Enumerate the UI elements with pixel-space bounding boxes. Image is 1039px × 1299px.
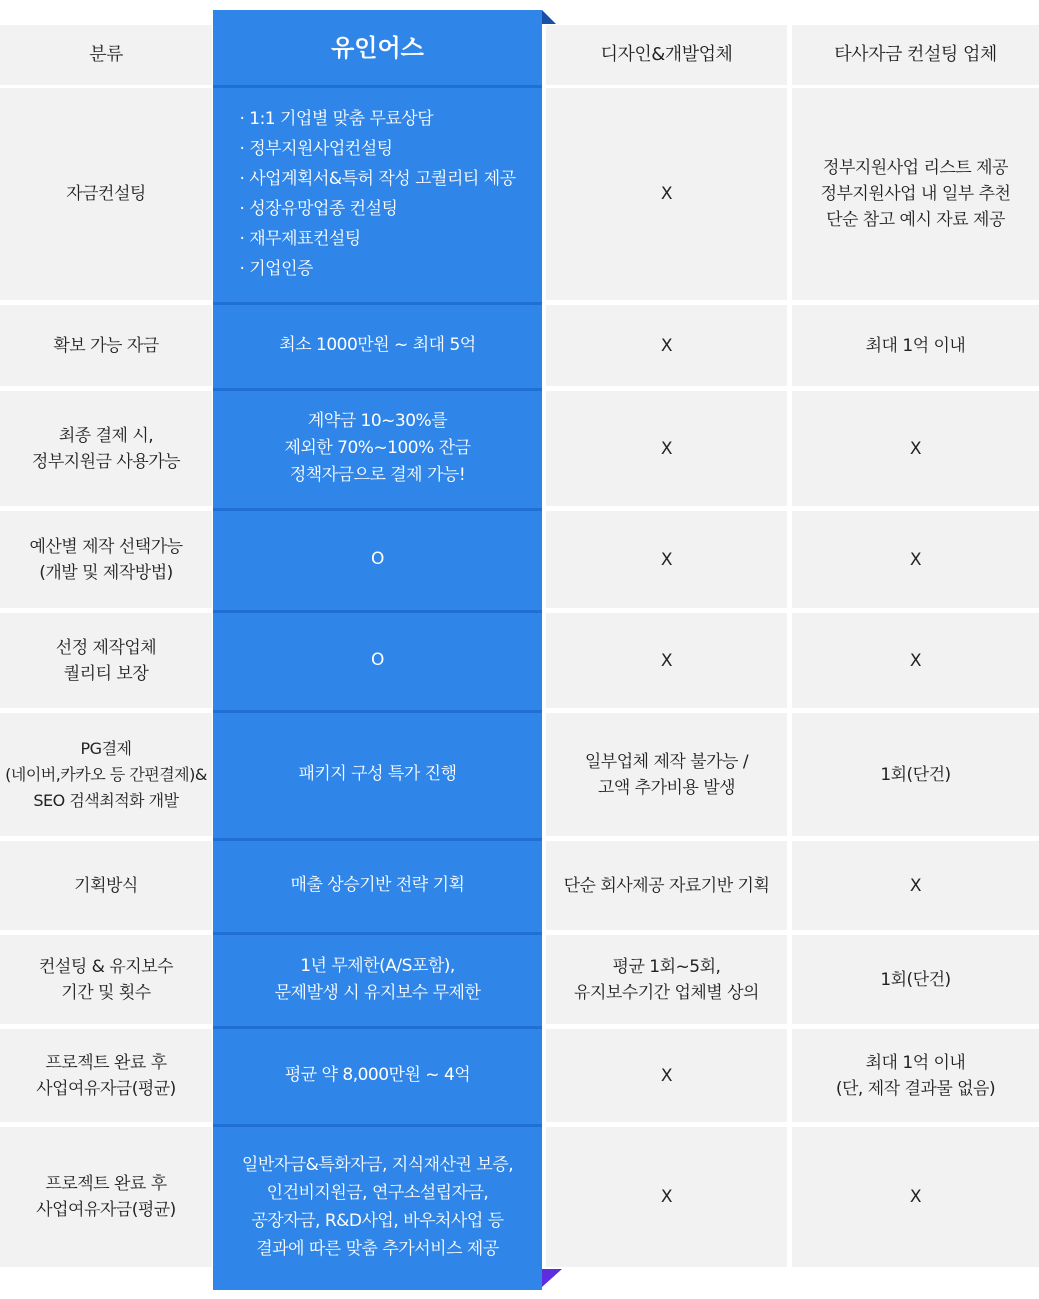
ribbon-fold-bottom <box>542 1269 562 1287</box>
row-8-design-dev: 평균 1회~5회, 유지보수기간 업체별 상의 <box>546 935 787 1024</box>
row-1-design-dev: X <box>546 88 787 300</box>
row-4-brand: O <box>371 549 384 569</box>
list-item: · 1:1 기업별 맞춤 무료상담 <box>239 104 515 134</box>
row-10-brand: 일반자금&특화자금, 지식재산권 보증, 인건비지원금, 연구소설립자금, 공장자금, R&D사업, 바우처사업 등 결과에 따른 맞춤 추가서비스 제공 <box>241 1155 514 1259</box>
row-2-other: 최대 1억 이내 <box>792 305 1039 386</box>
row-4-other: X <box>792 511 1039 608</box>
row-7-design-dev: 단순 회사제공 자료기반 기획 <box>546 841 787 930</box>
header-other-consulting: 타사자금 컨설팅 업체 <box>792 25 1039 85</box>
row-6-category: PG결제 (네이버,카카오 등 간편결제)& SEO 검색최적화 개발 <box>0 713 212 836</box>
row-10-other: X <box>792 1127 1039 1267</box>
row-10-category: 프로젝트 완료 후 사업여유자금(평균) <box>0 1127 212 1267</box>
ribbon-fold-top <box>542 10 556 24</box>
row-9-design-dev: X <box>546 1029 787 1122</box>
row-5-category: 선정 제작업체 퀄리티 보장 <box>0 613 212 708</box>
row-7-category: 기획방식 <box>0 841 212 930</box>
list-item: · 성장유망업종 컨설팅 <box>239 194 515 224</box>
row-8-category: 컨설팅 & 유지보수 기간 및 횟수 <box>0 935 212 1024</box>
row-8-other: 1회(단건) <box>792 935 1039 1024</box>
row-6-design-dev: 일부업체 제작 불가능 / 고액 추가비용 발생 <box>546 713 787 836</box>
row-2-brand: 최소 1000만원 ~ 최대 5억 <box>279 335 476 355</box>
row-3-category: 최종 결제 시, 정부지원금 사용가능 <box>0 391 212 506</box>
row-2-design-dev: X <box>546 305 787 386</box>
row-4-category: 예산별 제작 선택가능 (개발 및 제작방법) <box>0 511 212 608</box>
row-3-brand: 계약금 10~30%를 제외한 70%~100% 잔금 정책자금으로 결제 가능! <box>284 411 471 485</box>
row-6-other: 1회(단건) <box>792 713 1039 836</box>
row-9-category: 프로젝트 완료 후 사업여유자금(평균) <box>0 1029 212 1122</box>
row-9-brand: 평균 약 8,000만원 ~ 4억 <box>284 1065 471 1085</box>
row-9-other: 최대 1억 이내 (단, 제작 결과물 없음) <box>792 1029 1039 1122</box>
brand-service-list <box>239 104 515 284</box>
row-4-design-dev: X <box>546 511 787 608</box>
row-10-design-dev: X <box>546 1127 787 1267</box>
row-3-other: X <box>792 391 1039 506</box>
list-item: · 사업계획서&특허 작성 고퀄리티 제공 <box>239 164 515 194</box>
list-item: · 기업인증 <box>239 254 515 284</box>
row-5-design-dev: X <box>546 613 787 708</box>
row-7-brand: 매출 상승기반 전략 기획 <box>290 875 465 895</box>
row-6-brand: 패키지 구성 특가 진행 <box>298 764 457 784</box>
header-brand: 유인어스 <box>331 33 424 62</box>
row-5-brand: O <box>371 650 384 670</box>
row-1-other: 정부지원사업 리스트 제공 정부지원사업 내 일부 추천 단순 참고 예시 자료 제공 <box>792 88 1039 300</box>
list-item: · 재무제표컨설팅 <box>239 224 515 254</box>
row-5-other: X <box>792 613 1039 708</box>
list-item: · 정부지원사업컨설팅 <box>239 134 515 164</box>
row-2-category: 확보 가능 자금 <box>0 305 212 386</box>
row-1-category: 자금컨설팅 <box>0 88 212 300</box>
header-category: 분류 <box>0 25 212 85</box>
row-7-other: X <box>792 841 1039 930</box>
row-1-brand <box>213 88 542 300</box>
header-design-dev: 디자인&개발업체 <box>546 25 787 85</box>
row-3-design-dev: X <box>546 391 787 506</box>
row-8-brand: 1년 무제한(A/S포함), 문제발생 시 유지보수 무제한 <box>274 955 481 1003</box>
